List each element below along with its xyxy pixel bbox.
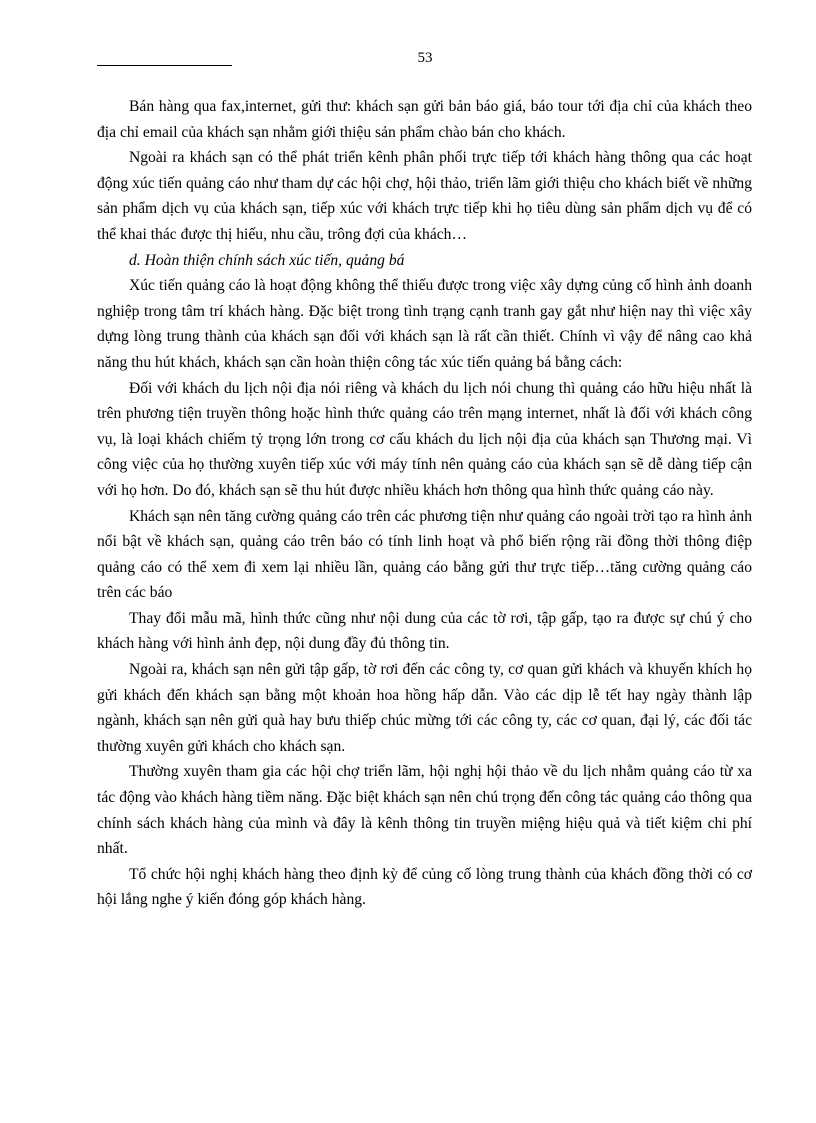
paragraph-sales-fax-internet: Bán hàng qua fax,internet, gửi thư: khách sạn gửi bản báo giá, báo tour tới địa chỉ của khách theo địa chỉ email của khách sạn nhằm giới thiệu sản phẩm chào bán cho khách. xyxy=(97,98,752,141)
paragraph-promotion-intro: Xúc tiến quảng cáo là hoạt động không thể thiếu được trong việc xây dựng củng cố hình ảnh doanh nghiệp trong tâm trí khách hàng. Đặc biệt trong tình trạng cạnh tranh gay gắt như hiện nay thì việc xây dựng lòng trung thành của khách sạn đối với khách sạn là rất cần thiết. Chính vì vậy để nâng cao khả năng thu hút khách, khách sạn cần hoàn thiện công tác xúc tiến quảng bá bằng cách: xyxy=(97,277,752,371)
page-number: 53 xyxy=(417,50,433,66)
paragraph-brochure-design: Thay đổi mẫu mã, hình thức cũng như nội dung của các tờ rơi, tập gấp, tạo ra được sự chú ý cho khách hàng với hình ảnh đẹp, nội dung đầy đủ thông tin. xyxy=(97,609,752,653)
section-heading-promotion: d. Hoàn thiện chính sách xúc tiến, quảng bá xyxy=(129,251,405,269)
paragraph-media-advertising: Khách sạn nên tăng cường quảng cáo trên các phương tiện như quảng cáo ngoài trời tạo ra hình ảnh nổi bật về khách sạn, quảng cáo trên báo có tính linh hoạt và phổ biến rộng rãi đồng thời thông điệp quảng cáo có thể xem đi xem lại nhiều lần, quảng cáo bằng gửi thư trực tiếp…tăng cường quảng cáo trên các báo xyxy=(97,507,752,602)
paragraph-domestic-advertising: Đối với khách du lịch nội địa nói riêng và khách du lịch nói chung thì quảng cáo hữu hiệu nhất là trên phương tiện truyền thông hoặc hình thức quảng cáo trên mạng internet, nhất là đối với khách công vụ, là loại khách chiếm tỷ trọng lớn trong cơ cấu khách du lịch nội địa của khách sạn Thương mại. Vì công việc của họ thường xuyên tiếp xúc với máy tính nên quảng cáo của khách sạn sẽ dễ dàng tiếp cận với họ hơn. Do đó, khách sạn sẽ thu hút được nhiều khách hơn thông qua hình thức quảng cáo này. xyxy=(97,379,752,499)
paragraph-direct-distribution: Ngoài ra khách sạn có thể phát triển kênh phân phối trực tiếp tới khách hàng thông qua các hoạt động xúc tiến quảng cáo như tham dự các hội chợ, hội thảo, triển lãm giới thiệu cho khách biết về những sản phẩm dịch vụ của khách sạn, tiếp xúc với khách trực tiếp khi họ tiêu dùng sản phẩm dịch vụ để có thể khai thác được thị hiếu, nhu cầu, trông đợi của khách… xyxy=(97,149,752,243)
paragraph-trade-fairs: Thường xuyên tham gia các hội chợ triển lãm, hội nghị hội thảo về du lịch nhằm quảng cáo từ xa tác động vào khách hàng tiềm năng. Đặc biệt khách sạn nên chú trọng đến công tác quảng cáo thông qua chính sách khách hàng của mình và đây là kênh thông tin truyền miệng hiệu quả và tiết kiệm chi phí nhất. xyxy=(97,763,752,858)
document-body xyxy=(97,94,752,913)
paragraph-brochure-distribution: Ngoài ra, khách sạn nên gửi tập gấp, tờ rơi đến các công ty, cơ quan gửi khách và khuyến khích họ gửi khách đến khách sạn bằng một khoản hoa hồng hấp dẫn. Vào các dịp lễ tết hay ngày thành lập ngành, khách sạn nên gửi quà hay bưu thiếp chúc mừng tới các công ty, các cơ quan, đại lý, các đối tác thường xuyên gửi khách cho khách sạn. xyxy=(97,661,752,755)
paragraph-customer-conference: Tổ chức hội nghị khách hàng theo định kỳ để củng cố lòng trung thành của khách đồng thời có cơ hội lắng nghe ý kiến đóng góp khách hàng. xyxy=(97,865,752,909)
